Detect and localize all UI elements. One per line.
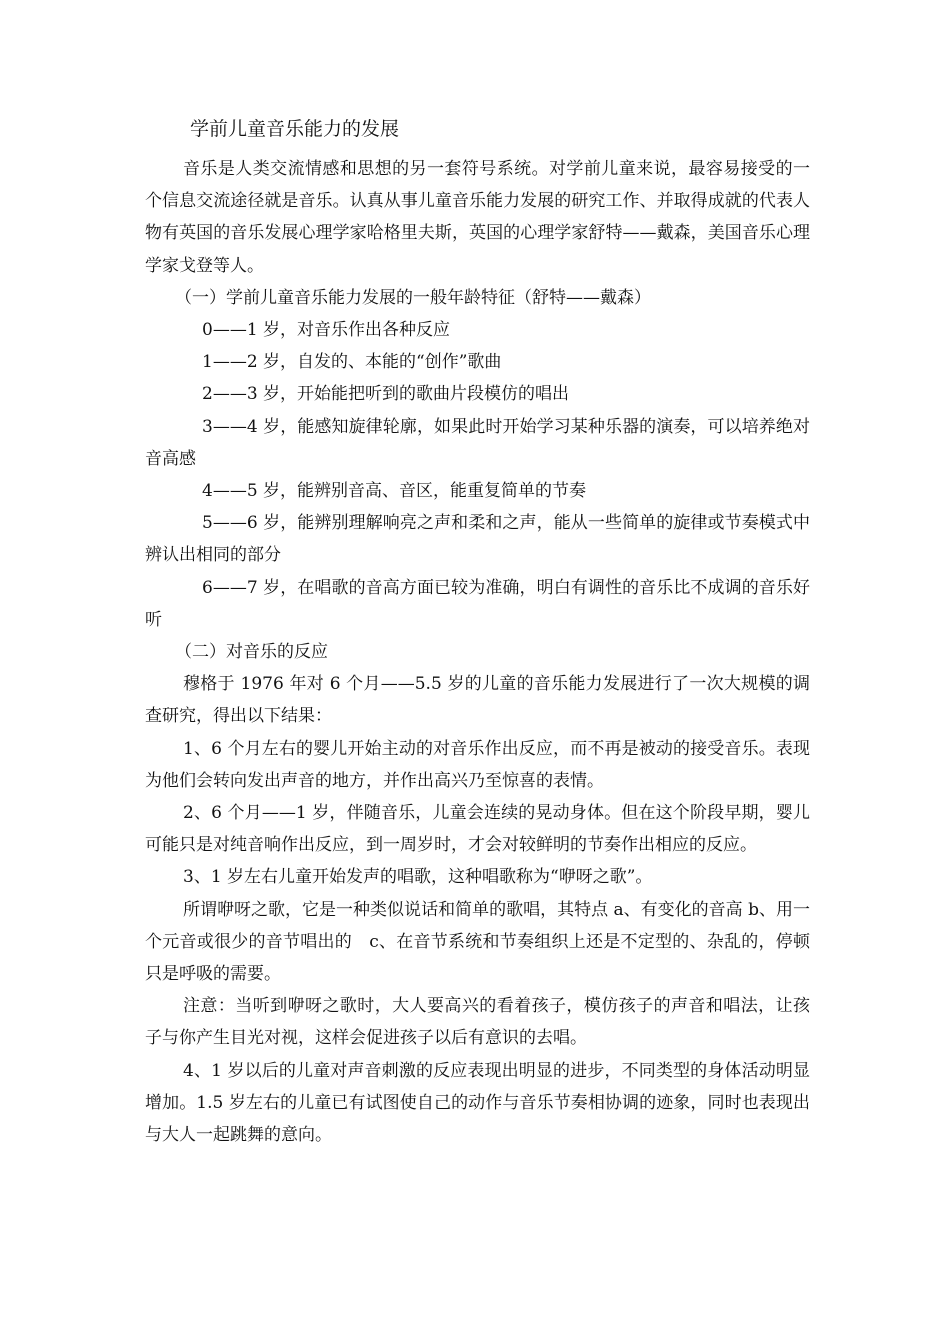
result-item-1: 1、6 个月左右的婴儿开始主动的对音乐作出反应，而不再是被动的接受音乐。表现为他们会转向发出声音的地方，并作出高兴乃至惊喜的表情。 [145,738,810,791]
intro-paragraph: 音乐是人类交流情感和思想的另一套符号系统。对学前儿童来说，最容易接受的一个信息交流途径就是音乐。认真从事儿童音乐能力发展的研究工作、并取得成就的代表人物有英国的音乐发展心理学家哈格里夫斯，英国的心理学家舒特——戴森，美国音乐心理学家戈登等人。 [145,159,810,276]
document-title: 学前儿童音乐能力的发展 [190,118,400,140]
study-paragraph: 穆格于 1976 年对 6 个月——5.5 岁的儿童的音乐能力发展进行了一次大规模的调查研究，得出以下结果： [145,674,810,727]
age-item-5-6: 5——6 岁，能辨别理解响亮之声和柔和之声，能从一些简单的旋律或节奏模式中辨认出相同的部分 [145,513,810,566]
result-item-4: 4、1 岁以后的儿童对声音刺激的反应表现出明显的进步，不同类型的身体活动明显增加。1.5 岁左右的儿童已有试图使自己的动作与音乐节奏相协调的迹象，同时也表现出与大人一起跳舞的意向。 [145,1060,810,1146]
babble-song-paragraph: 所谓咿呀之歌，它是一种类似说话和简单的歌唱，其特点 a、有变化的音高 b、用一个元音或很少的音节唱出的 c、在音节系统和节奏组织上还是不定型的、杂乱的，停顿只是呼吸的需要。 [145,899,810,985]
result-item-3: 3、1 岁左右儿童开始发声的唱歌，这种唱歌称为“咿呀之歌”。 [183,867,653,888]
result-item-2: 2、6 个月——1 岁，伴随音乐，儿童会连续的晃动身体。但在这个阶段早期，婴儿可能只是对纯音响作出反应，到一周岁时，才会对较鲜明的节奏作出相应的反应。 [145,803,810,856]
document-body [145,112,810,1151]
age-item-0-1: 0——1 岁，对音乐作出各种反应 [202,320,451,341]
age-item-6-7: 6——7 岁，在唱歌的音高方面已较为准确，明白有调性的音乐比不成调的音乐好听 [145,577,810,630]
section1-heading: （一）学前儿童音乐能力发展的一般年龄特征（舒特——戴森） [175,287,651,308]
note-paragraph: 注意：当听到咿呀之歌时，大人要高兴的看着孩子，模仿孩子的声音和唱法，让孩子与你产生目光对视，这样会促进孩子以后有意识的去唱。 [145,996,810,1049]
age-item-1-2: 1——2 岁，自发的、本能的“创作”歌曲 [202,352,502,373]
age-item-3-4: 3——4 岁，能感知旋律轮廓，如果此时开始学习某种乐器的演奏，可以培养绝对音高感 [145,416,810,469]
age-item-2-3: 2——3 岁，开始能把听到的歌曲片段模仿的唱出 [202,384,570,405]
age-item-4-5: 4——5 岁，能辨别音高、音区，能重复简单的节奏 [202,481,587,502]
section2-heading: （二）对音乐的反应 [175,642,328,663]
